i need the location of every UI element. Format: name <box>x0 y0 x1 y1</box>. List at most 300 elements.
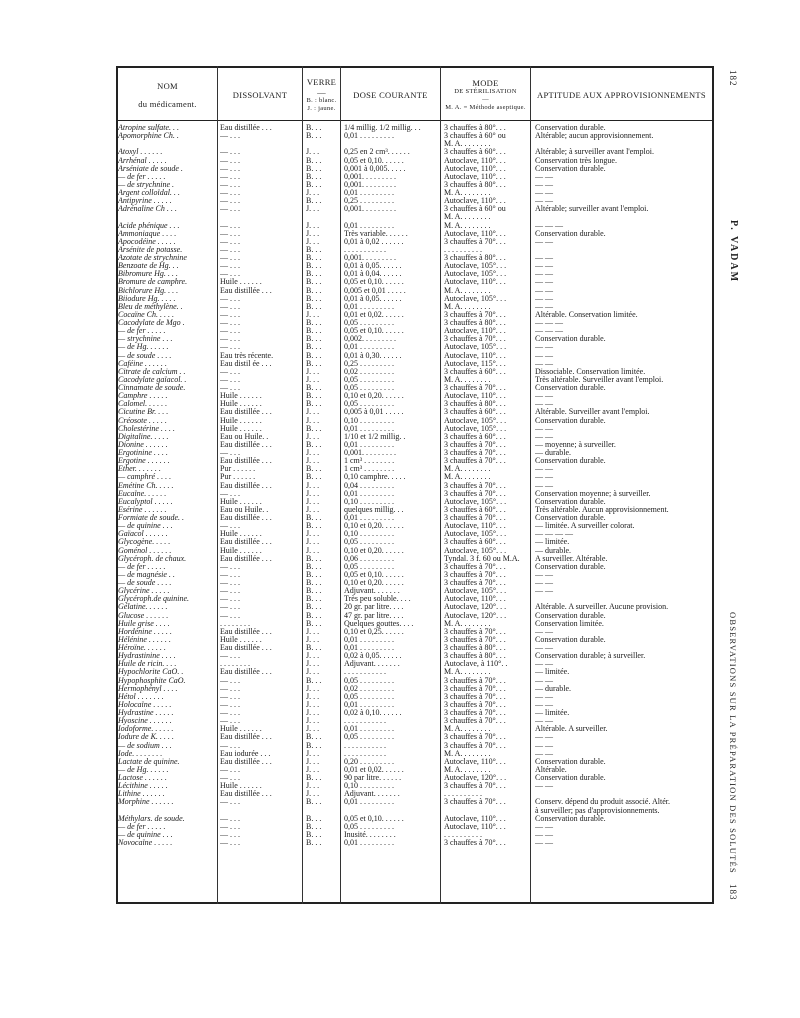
cell-nom: Arséniate de soude . <box>118 164 183 173</box>
cell-dissolvant: — . . . <box>220 164 240 173</box>
author-name: P. VADAM <box>728 220 739 284</box>
table-row <box>118 465 712 473</box>
table-row <box>118 173 712 181</box>
header-aptitude-label: APTITUDE AUX APPROVISIONNEMENTS <box>537 90 706 100</box>
cell-dissolvant: — . . . <box>220 489 240 498</box>
cell-nom: Lithine . . . . . . <box>118 790 165 799</box>
cell-mode: 3 chauffes à 60°. . . <box>444 538 506 547</box>
cell-verre: B. . . <box>306 644 322 652</box>
cell-aptitude: — — <box>535 359 553 368</box>
cell-verre: B. . . <box>306 164 322 173</box>
cell-dose: 0,05 et 0,10. . . . . . <box>344 570 404 579</box>
cell-mode: 3 chauffes à 70°. . . <box>444 733 506 742</box>
cell-mode: Autoclave, 110°. . . <box>444 156 506 165</box>
cell-dissolvant: — . . . <box>220 221 240 230</box>
cell-dose: 90 par litre. . . . . . <box>344 774 402 782</box>
cell-verre: B. . . <box>306 587 322 596</box>
cell-verre: B. . . <box>306 814 322 823</box>
cell-aptitude: Conservation durable. <box>535 611 606 620</box>
table-row <box>118 701 712 709</box>
table-row <box>118 579 712 587</box>
table-row <box>118 425 712 433</box>
table-row <box>118 148 712 156</box>
cell-verre: B. . . <box>306 676 322 685</box>
cell-mode: Autoclave, 105°. . . <box>444 530 507 539</box>
cell-dissolvant: — . . . <box>220 700 240 709</box>
cell-verre: J. . . <box>306 668 320 677</box>
cell-aptitude: — limitée. <box>535 538 570 547</box>
table-row <box>118 774 712 782</box>
cell-mode: 3 chauffes à 70°. . . <box>444 489 506 498</box>
cell-nom: Atoxyl . . . . . . <box>118 148 163 157</box>
table-row <box>118 522 712 530</box>
cell-mode: Autoclave, 105°. . . <box>444 262 507 271</box>
cell-verre: J. . . <box>306 782 320 791</box>
cell-nom: Bromure de camphre. <box>118 278 188 287</box>
cell-nom: Cicutine Br. . . . <box>118 408 169 417</box>
cell-dissolvant: Huile . . . . . . <box>220 424 262 433</box>
cell-nom: Eucalyptol . . . . . <box>118 497 173 506</box>
cell-dose: 0,05 et 0,10. . . . . . <box>344 156 404 165</box>
cell-mode: 3 chauffes à 80°. . . <box>444 400 506 409</box>
cell-dissolvant: — . . . <box>220 830 240 839</box>
cell-nom: Hyoscine . . . . . . <box>118 717 172 726</box>
cell-mode: 3 chauffes à 60°. . . <box>444 148 506 157</box>
cell-dissolvant: Eau distillée . . . <box>220 538 272 547</box>
cell-dose: 0,01 . . . . . . . . . <box>344 514 394 522</box>
cell-dissolvant: — . . . <box>220 562 240 571</box>
cell-dissolvant: Eau distillée . . . <box>220 481 272 490</box>
cell-verre: B. . . <box>306 392 322 401</box>
cell-dissolvant: — . . . <box>220 132 240 141</box>
cell-verre: J. . . <box>306 205 320 214</box>
cell-dissolvant: — . . . <box>220 327 240 336</box>
cell-mode: Autoclave, 110°. . . <box>444 197 506 206</box>
cell-aptitude: Conservation durable. <box>535 416 606 425</box>
cell-dissolvant: — . . . <box>220 717 240 726</box>
cell-dose: 0,001. . . . . . . . . <box>344 180 396 189</box>
cell-dose: 0,001. . . . . . . . . <box>344 254 396 262</box>
table-row <box>118 360 712 368</box>
cell-nom: Apocodéine . . . . . <box>118 237 176 246</box>
cell-aptitude: — — <box>535 432 553 441</box>
cell-aptitude: Conservation durable; à surveiller. <box>535 652 646 661</box>
cell-nom: Holocaïne . . . . . <box>118 700 172 709</box>
cell-mode: 3 chauffes à 70°. . . <box>444 635 506 644</box>
cell-dissolvant: Pur . . . . . . <box>220 473 256 482</box>
cell-dissolvant: — . . . <box>220 741 240 750</box>
cell-dissolvant: Huile . . . . . . <box>220 392 262 401</box>
cell-aptitude: — — <box>535 392 553 401</box>
cell-verre: J. . . <box>306 489 320 498</box>
cell-nom: Méthylars. de soude. <box>118 814 185 823</box>
cell-nom: Argent colloïdal. . . <box>118 189 180 197</box>
table-row <box>118 335 712 343</box>
cell-dose: 0,05 . . . . . . . . . <box>344 384 394 392</box>
cell-dissolvant: Pur . . . . . . <box>220 465 256 474</box>
table-row <box>118 823 712 831</box>
table-row <box>118 352 712 360</box>
cell-dose: 0,10 . . . . . . . . . <box>344 530 394 539</box>
cell-aptitude: Très altérable. Aucun approvisionnement. <box>535 505 669 514</box>
cell-nom: — de soude . . . . <box>118 351 172 360</box>
cell-dissolvant: — . . . <box>220 774 240 782</box>
cell-dose: 0,05 . . . . . . . . . <box>344 400 394 409</box>
table-row <box>118 254 712 262</box>
cell-dose: 0,05 . . . . . . . . . <box>344 822 394 831</box>
cell-nom: — de magnésie . . <box>118 570 175 579</box>
cell-aptitude: Conservation limitée. <box>535 619 604 628</box>
table-row <box>118 287 712 295</box>
cell-dose: 0,001. . . . . . . . . <box>344 205 396 214</box>
cell-dissolvant: Eau iodurée . . . <box>220 749 271 758</box>
cell-aptitude: à surveiller; pas d'approvisionnements. <box>535 806 660 815</box>
table-row <box>118 319 712 327</box>
table-row <box>118 612 712 620</box>
cell-aptitude: — — <box>535 294 553 303</box>
cell-nom: Calomel. . . . . . <box>118 400 168 409</box>
cell-mode: M. A. . . . . . . . <box>444 725 491 734</box>
table-row <box>118 246 712 254</box>
cell-nom: Éther. . . . . . . <box>118 465 161 474</box>
cell-verre: B. . . <box>306 270 322 279</box>
cell-dissolvant: Huile . . . . . . <box>220 725 262 734</box>
cell-verre: J. . . <box>306 749 320 758</box>
cell-aptitude: — — <box>535 717 553 726</box>
header-verre-jaune: J. : jaune. <box>307 105 336 112</box>
cell-dose: 0,005 et 0,01 . . . . . <box>344 286 406 295</box>
cell-verre: J. . . <box>306 627 320 636</box>
cell-verre: J. . . <box>306 725 320 734</box>
cell-aptitude: — limitée. <box>535 668 570 677</box>
cell-verre: B. . . <box>306 839 322 847</box>
cell-dose: 0,01 à 0,05. . . . . . <box>344 262 402 271</box>
header-mode <box>441 70 530 120</box>
cell-verre: B. . . <box>306 741 322 750</box>
table-row <box>118 798 712 806</box>
header-dose <box>341 70 440 120</box>
cell-dose: 0,02 à 0,05. . . . . . <box>344 652 402 661</box>
cell-mode: 3 chauffes à 70°. . . <box>444 692 506 701</box>
cell-dissolvant: — . . . <box>220 343 240 352</box>
cell-dissolvant: — . . . <box>220 205 240 214</box>
cell-dose: 0,01 . . . . . . . . . <box>344 839 394 847</box>
cell-mode: 3 chauffes à 70°. . . <box>444 676 506 685</box>
cell-verre: B. . . <box>306 172 322 181</box>
cell-mode: 3 chauffes à 70°. . . <box>444 237 506 246</box>
cell-nom: Goménol . . . . . . <box>118 546 172 555</box>
header-mode-title: MODE <box>472 78 499 88</box>
cell-dissolvant: — . . . <box>220 579 240 587</box>
cell-mode: Autoclave, 110°. . . <box>444 172 506 181</box>
cell-dose: 0,10 . . . . . . . . . <box>344 782 394 791</box>
cell-mode: 3 chauffes à 70°. . . <box>444 741 506 750</box>
cell-dissolvant: Eau distillée . . . <box>220 440 272 449</box>
cell-verre: J. . . <box>306 635 320 644</box>
cell-verre: B. . . <box>306 562 322 571</box>
cell-aptitude: Conservation moyenne; à surveiller. <box>535 489 651 498</box>
cell-verre: B. . . <box>306 294 322 303</box>
cell-nom: Ésérine . . . . . . <box>118 505 167 514</box>
cell-mode: 3 chauffes à 70°. . . <box>444 514 506 522</box>
cell-dissolvant: Eau distillée . . . <box>220 514 272 522</box>
cell-mode: 3 chauffes à 70°. . . <box>444 440 506 449</box>
cell-dissolvant: Eau distillée . . . <box>220 457 272 466</box>
cell-aptitude: — — <box>535 481 553 490</box>
table-row <box>118 668 712 676</box>
cell-nom: Glucose . . . . . . <box>118 611 169 620</box>
cell-verre: B. . . <box>306 132 322 141</box>
table-row <box>118 384 712 392</box>
cell-aptitude: — — — <box>535 319 563 327</box>
cell-verre: B. . . <box>306 197 322 206</box>
table-row <box>118 189 712 197</box>
cell-aptitude: Conservation durable. <box>535 335 606 344</box>
cell-aptitude: Altérable. <box>535 765 567 774</box>
cell-mode: Autoclave, 120°. . . <box>444 611 507 620</box>
cell-dose: 0,10 . . . . . . . . . <box>344 416 394 425</box>
cell-aptitude: — — <box>535 741 553 750</box>
cell-nom: Lactate de quinine. <box>118 757 180 766</box>
table-row <box>118 563 712 571</box>
cell-mode: 3 chauffes à 70°. . . <box>444 700 506 709</box>
header-nom-title: NOM <box>157 81 178 91</box>
cell-aptitude: Altérable. Conservation limitée. <box>535 310 638 319</box>
page-number-top-text: 182 <box>728 70 738 87</box>
cell-verre: J. . . <box>306 765 320 774</box>
cell-mode: 3 chauffes à 60° ou <box>444 205 506 214</box>
cell-mode: M. A. . . . . . . . <box>444 213 491 222</box>
header-rule <box>116 120 714 121</box>
cell-dose: Quelques gouttes. . . . <box>344 619 414 628</box>
table-row <box>118 408 712 416</box>
cell-aptitude: — — <box>535 254 553 262</box>
cell-dose: 0,05 et 0,10. . . . . . <box>344 327 404 336</box>
cell-mode: 3 chauffes à 70°. . . <box>444 717 506 726</box>
cell-dose: . . . . . . . . . . . <box>344 741 386 750</box>
cell-aptitude: — — <box>535 180 553 189</box>
cell-dose: 0,01 à 0,02 . . . . . . <box>344 237 404 246</box>
cell-dose: 0,01 à 0,04. . . . . . <box>344 270 402 279</box>
cell-verre: J. . . <box>306 684 320 693</box>
cell-nom: Ergotinine . . . . <box>118 449 168 457</box>
cell-mode: 3 chauffes à 60°. . . <box>444 432 506 441</box>
cell-nom: — camphré . . . . <box>118 473 172 482</box>
cell-dose: 0,01 . . . . . . . . . <box>344 302 394 311</box>
running-title: OBSERVATIONS SUR LA PRÉPARATION DES SOLUTÉS <box>728 612 738 874</box>
cell-nom: Hordénine . . . . . <box>118 627 172 636</box>
cell-nom: Ammoniaque . . . . <box>118 229 177 238</box>
cell-dose: . . . . . . . . . . . <box>344 717 386 726</box>
cell-mode: 3 chauffes à 70°. . . <box>444 627 506 636</box>
cell-aptitude: — — <box>535 570 553 579</box>
cell-nom: Glycéroph. de chaux. <box>118 554 187 563</box>
cell-nom: Iode. . . . . . . . <box>118 749 163 758</box>
cell-dissolvant: Eau distillée . . . <box>220 627 272 636</box>
cell-aptitude: — — <box>535 237 553 246</box>
cell-nom: — de quinine . . . <box>118 522 173 531</box>
table-row <box>118 205 712 213</box>
cell-nom: Huile de ricin. . . . <box>118 660 177 669</box>
cell-aptitude: Conservation durable. <box>535 457 606 466</box>
cell-aptitude: Conservation durable. <box>535 562 606 571</box>
table-row <box>118 782 712 790</box>
cell-dissolvant: Eau distil ée . . . <box>220 359 272 368</box>
cell-mode: M. A. . . . . . . . <box>444 375 491 384</box>
cell-dissolvant: Eau ou Huile. . <box>220 505 269 514</box>
table-row <box>118 124 712 132</box>
cell-aptitude: Conservation durable. <box>535 164 606 173</box>
cell-dissolvant: Huile . . . . . . <box>220 782 262 791</box>
cell-dissolvant: — . . . <box>220 148 240 157</box>
cell-dissolvant: Huile . . . . . . <box>220 400 262 409</box>
cell-aptitude: — — <box>535 660 553 669</box>
cell-dissolvant: — . . . <box>220 814 240 823</box>
cell-nom: Morphine . . . . . . <box>118 798 174 807</box>
cell-nom: — de fer . . . . . <box>118 822 166 831</box>
cell-verre: B. . . <box>306 384 322 392</box>
cell-verre: J. . . <box>306 530 320 539</box>
table-row <box>118 433 712 441</box>
cell-mode: M. A. . . . . . . . <box>444 465 491 474</box>
cell-mode: 3 chauffes à 70°. . . <box>444 457 506 466</box>
table-row <box>118 400 712 408</box>
cell-dissolvant: — . . . <box>220 229 240 238</box>
table-row <box>118 595 712 603</box>
cell-mode: M. A. . . . . . . . <box>444 473 491 482</box>
page-number-bottom: 183 <box>728 884 738 901</box>
table-row <box>118 506 712 514</box>
cell-aptitude: Conservation durable. <box>535 814 606 823</box>
table-row <box>118 603 712 611</box>
cell-aptitude: — — <box>535 351 553 360</box>
cell-dissolvant: Eau ou Huile. . <box>220 432 269 441</box>
cell-dose: 0,05 . . . . . . . . . <box>344 375 394 384</box>
cell-dissolvant: — . . . <box>220 156 240 165</box>
cell-verre: B. . . <box>306 286 322 295</box>
cell-aptitude: Altérable. A surveiller. Aucune provision. <box>535 603 669 612</box>
cell-mode: M. A. . . . . . . . <box>444 619 491 628</box>
cell-dose: 0,01 . . . . . . . . . <box>344 644 394 652</box>
cell-mode: 3 chauffes à 70°. . . <box>444 481 506 490</box>
table-row <box>118 213 712 221</box>
cell-dissolvant: Eau distillée . . . <box>220 408 272 417</box>
cell-mode: 3 chauffes à 70°. . . <box>444 798 506 807</box>
cell-dose: Très variable. . . . . . <box>344 229 408 238</box>
table-row <box>118 733 712 741</box>
cell-verre: J. . . <box>306 189 320 197</box>
cell-nom: Bibromure Hg. . . . <box>118 270 178 279</box>
cell-nom: Hydrastine . . . . . <box>118 709 174 717</box>
cell-aptitude: Altérable; à surveiller avant l'emploi. <box>535 148 654 157</box>
cell-nom: Adrénaline Ch . . . <box>118 205 177 214</box>
cell-verre: B. . . <box>306 465 322 474</box>
cell-nom: — de fer . . . . . <box>118 172 166 181</box>
cell-aptitude: — — <box>535 424 553 433</box>
cell-aptitude: — — — <box>535 327 563 336</box>
header-nom <box>118 70 217 120</box>
cell-dose: 0,10 et 0,20. . . . . . <box>344 579 404 587</box>
cell-verre: J. . . <box>306 237 320 246</box>
cell-dissolvant: . . . . . . . . <box>220 619 250 628</box>
cell-verre: B. . . <box>306 156 322 165</box>
table-row <box>118 238 712 246</box>
table-body <box>118 124 712 847</box>
cell-mode: 3 chauffes à 70°. . . <box>444 579 506 587</box>
table-row <box>118 165 712 173</box>
cell-mode: 3 chauffes à 80°. . . <box>444 652 506 661</box>
cell-mode: 3 chauffes à 70°. . . <box>444 839 506 847</box>
table-row <box>118 790 712 798</box>
cell-dose: 0,10 camphre. . . . . <box>344 473 406 482</box>
table-row <box>118 725 712 733</box>
cell-dose: 0,001. . . . . . . . . <box>344 172 396 181</box>
cell-aptitude: — — <box>535 749 553 758</box>
cell-verre: J. . . <box>306 148 320 157</box>
table-row <box>118 685 712 693</box>
cell-dissolvant: Eau très récente. <box>220 351 274 360</box>
header-mode-legend: M. A. = Méthode aseptique. <box>445 104 526 111</box>
cell-mode: M. A. . . . . . . . <box>444 749 491 758</box>
cell-dose: 0,01 . . . . . . . . . <box>344 343 394 352</box>
cell-aptitude: — — <box>535 579 553 587</box>
cell-nom: Ergotine . . . . . . <box>118 457 170 466</box>
table-row <box>118 417 712 425</box>
cell-mode: Autoclave, 110°. . . <box>444 164 506 173</box>
cell-mode: Autoclave, 105°. . . <box>444 343 507 352</box>
cell-mode: 3 chauffes à 70°. . . <box>444 709 506 717</box>
cell-nom: Lactose . . . . . . <box>118 774 167 782</box>
table-row <box>118 758 712 766</box>
cell-verre: B. . . <box>306 619 322 628</box>
cell-dose: 0,02 . . . . . . . . . <box>344 684 394 693</box>
cell-nom: — strychnine . . . <box>118 335 173 344</box>
cell-aptitude: — — <box>535 262 553 271</box>
table-row <box>118 547 712 555</box>
cell-dissolvant: — . . . <box>220 254 240 262</box>
cell-aptitude: Conservation durable. <box>535 124 606 132</box>
cell-nom: — de Hg. . . . . . <box>118 765 169 774</box>
cell-nom: Arsénite de potasse. <box>118 245 183 254</box>
cell-verre: J. . . <box>306 457 320 466</box>
cell-dissolvant: — . . . <box>220 180 240 189</box>
table-row <box>118 311 712 319</box>
table-row <box>118 392 712 400</box>
cell-dissolvant: — . . . <box>220 310 240 319</box>
cell-verre: J. . . <box>306 229 320 238</box>
cell-aptitude: — — <box>535 700 553 709</box>
cell-nom: — de fer . . . . . <box>118 562 166 571</box>
cell-nom: Cinnamate de soude. <box>118 384 186 392</box>
cell-verre: J. . . <box>306 757 320 766</box>
header-verre <box>303 70 340 120</box>
cell-verre: J. . . <box>306 481 320 490</box>
cell-verre: J. . . <box>306 367 320 376</box>
cell-verre: B. . . <box>306 514 322 522</box>
cell-aptitude: — — <box>535 197 553 206</box>
cell-dissolvant: — . . . <box>220 449 240 457</box>
cell-mode: Autoclave, 105°. . . <box>444 424 507 433</box>
cell-dissolvant: Eau distillée . . . <box>220 757 272 766</box>
cell-dose: 0,02 à 0,10. . . . . . <box>344 709 402 717</box>
cell-dissolvant: Huile . . . . . . <box>220 546 262 555</box>
cell-dissolvant: Eau distillée . . . <box>220 644 272 652</box>
cell-mode: Tyndal. 3 f. 60 ou M.A. <box>444 554 520 563</box>
cell-aptitude: — durable. <box>535 449 571 457</box>
cell-dissolvant: — . . . <box>220 189 240 197</box>
table-row <box>118 693 712 701</box>
cell-dissolvant: — . . . <box>220 798 240 807</box>
